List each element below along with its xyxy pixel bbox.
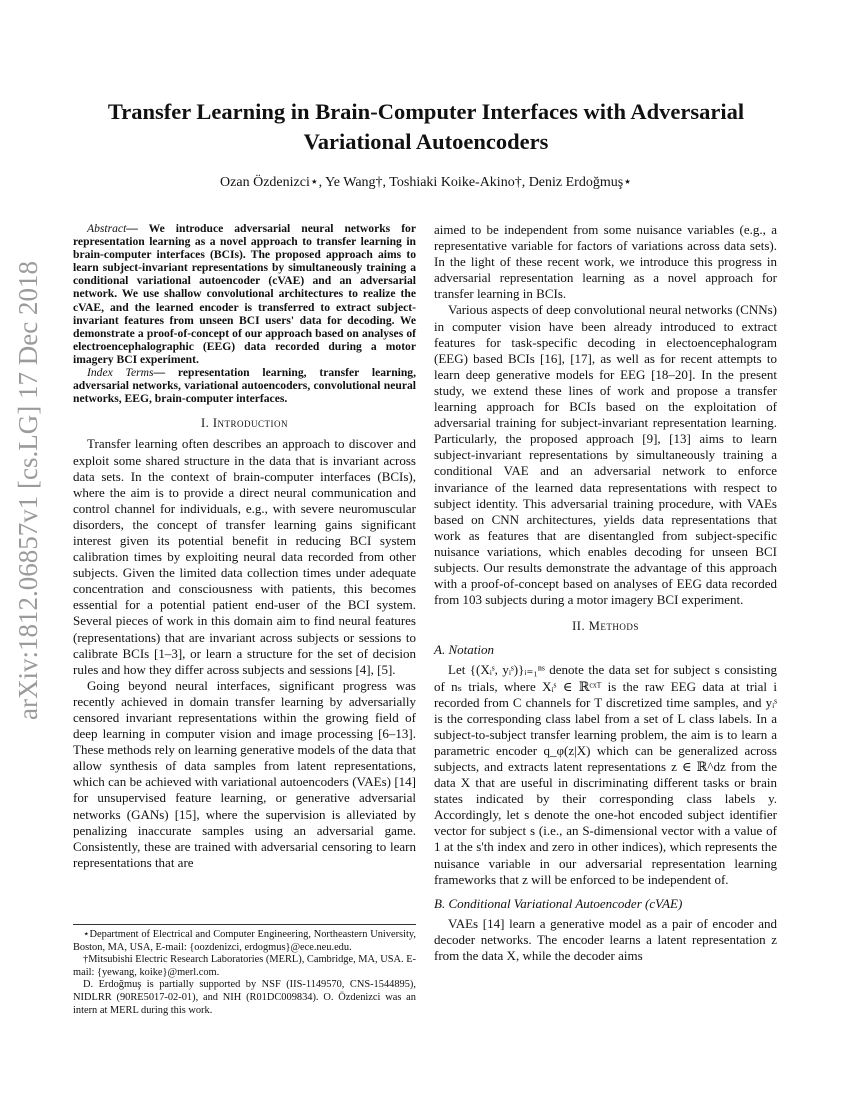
arxiv-identifier-text: arXiv:1812.06857v1 [cs.LG] 17 Dec 2018 bbox=[12, 260, 43, 720]
author-list: Ozan Özdenizci⋆, Ye Wang†, Toshiaki Koike-Akino†, Deniz Erdoğmuş⋆ bbox=[220, 175, 632, 190]
left-column bbox=[73, 222, 416, 871]
right-column bbox=[434, 222, 777, 964]
paper-title-line-1: Transfer Learning in Brain-Computer Interfaces with Adversarial bbox=[107, 99, 745, 124]
index-terms bbox=[73, 366, 416, 405]
intro-paragraph-2: Going beyond neural interfaces, significant progress was recently achieved in domain transfer learning by adversarially censored invariant representations within the growing field of deep learning in computer vision and image processing [6–13]. These methods rely on learning generative models of the data that allow synthesis of data samples from latent representations, which can be achieved with variational autoencoders (VAEs) [14] for unsupervised feature learning, or generative adversarial networks (GANs) [15], where the supervision is alleviated by penalizing inaccurate samples using an adversarial game. Consistently, these are trained with adversarial censoring to learn representations that are bbox=[73, 677, 416, 870]
arxiv-identifier bbox=[8, 260, 48, 720]
subsection-heading-cvae: B. Conditional Variational Autoencoder (cVAE) bbox=[434, 895, 683, 911]
cvae-paragraph: VAEs [14] learn a generative model as a pair of encoder and decoder networks. The encoder learns a latent representation z from the data X, while the decoder aims bbox=[434, 915, 777, 964]
index-terms-text: — representation learning, transfer learning, adversarial networks, variational autoencoders, convolutional neural networks, EEG, brain-computer interfaces. bbox=[73, 366, 417, 406]
right-paragraph-1: aimed to be independent from some nuisance variables (e.g., a representative variable for factors of variations across data sets). In the light of these recent work, we introduce this progress in adversarial representation learning as a novel approach for transfer learning in BCIs. bbox=[434, 222, 777, 302]
footnote-affiliation-merl: †Mitsubishi Electric Research Laboratories (MERL), Cambridge, MA, USA. E-mail: {yewang, koike}@merl.com. bbox=[73, 954, 417, 978]
footnotes bbox=[73, 924, 416, 1017]
footnote-funding: D. Erdoğmuş is partially supported by NSF (IIS-1149570, CNS-1544895), NIDLRR (90RE5017-02-01), and NIH (R01DC009834). O. Özdenizci was an intern at MERL during this work. bbox=[73, 979, 416, 1016]
abstract bbox=[73, 222, 416, 366]
footnote-affiliation-neu: ⋆Department of Electrical and Computer Engineering, Northeastern University, Boston, MA, USA, E-mail: {oozdenizci, erdogmus}@ece.neu.edu. bbox=[73, 929, 416, 953]
paper-title bbox=[80, 97, 772, 157]
subsection-heading-notation: A. Notation bbox=[434, 642, 494, 658]
section-heading-methods: II. Methods bbox=[572, 619, 639, 634]
index-terms-label: Index Terms bbox=[87, 366, 154, 380]
intro-paragraph-1: Transfer learning often describes an approach to discover and exploit some shared structure in the data that is invariant across data sets. In the context of brain-computer interfaces (BCIs), where the aim is to provide a direct neural communication and control channel for individuals, e.g., with severe neuromuscular disorders, the concept of transfer learning gains significant interest given its potential benefit in reducing BCI system calibration times by exploiting neural data recorded from other subjects. Given the limited data collection times under adequate concentration and consciousness with patients, this becomes essential for a potential patient end-user of the BCI system. Several pieces of work in this domain aim to find neural features (representations) that are invariant across subjects or sessions to calibrate BCIs [1–3], or learn a structure for the set of decision rules and how they differ across subjects and sessions [4], [5]. bbox=[73, 436, 416, 677]
notation-paragraph: Let {(Xᵢˢ, yᵢˢ)}ᵢ₌₁ⁿˢ denote the data set for subject s consisting of nₛ trials, where Xᵢˢ ∈ ℝᶜˣᵀ is the raw EEG data at trial i recorded from C channels for T discretized time samples, and yᵢˢ is the corresponding class label from a set of L class labels. In a subject-to-subject transfer learning problem, the aim is to learn a parametric encoder q_φ(z|X) which can be generalized across subjects, and extracts latent representations z ∈ ℝ^dz from the data X that are useful in discriminating different tasks or brain states indicated by their corresponding class labels y. Accordingly, let s denote the one-hot encoded subject identifier vector for subject s (i.e., an S-dimensional vector with a value of 1 at the s'th index and zero in other indices), which represents the nuisance variable in our adversarial representation learning frameworks that z will be enforced to be independent of. bbox=[434, 662, 777, 887]
abstract-text: — We introduce adversarial neural networks for representation learning as a novel approach to transfer learning in brain-computer interfaces (BCIs). The proposed approach aims to learn subject-invariant representations by simultaneously training a conditional variational autoencoder (cVAE) and an adversarial network. We use shallow convolutional architectures to realize the cVAE, and the learned encoder is transferred to extract subject-invariant features from unseen BCI users' data for decoding. We demonstrate a proof-of-concept of our approach based on analyses of electroencephalographic (EEG) data recorded during a motor imagery BCI experiment. bbox=[73, 222, 416, 366]
right-paragraph-2: Various aspects of deep convolutional neural networks (CNNs) in computer vision have been already introduced to extract features for task-specific decoding in electoencephalogram (EEG) based BCIs [16], [17], as well as for recent attempts to learn deep generative models for EEG [18–20]. In the present study, we extend these lines of work and propose a transfer learning approach for BCIs based on the exploitation of adversarial training for subject-invariant representation learning. Particularly, the proposed approach [9], [13] aims to learn subject-invariant representations by simultaneously training a conditional VAE and an adversarial network to enforce invariance of the learned data representations with respect to subject identity. This adversarial training procedure, with VAEs based on CNN architectures, yields data representations that work as features that are disentangled from subject-specific nuisance variations, which enables decoding for unseen BCI subjects. Our results demonstrate the advantage of this approach with a proof-of-concept based on analyses of EEG data recorded from 103 subjects during a motor imagery BCI experiment. bbox=[434, 302, 777, 608]
paper-title-line-2: Variational Autoencoders bbox=[303, 129, 549, 154]
section-heading-introduction: I. Introduction bbox=[200, 416, 289, 431]
abstract-label: Abstract bbox=[87, 222, 127, 235]
